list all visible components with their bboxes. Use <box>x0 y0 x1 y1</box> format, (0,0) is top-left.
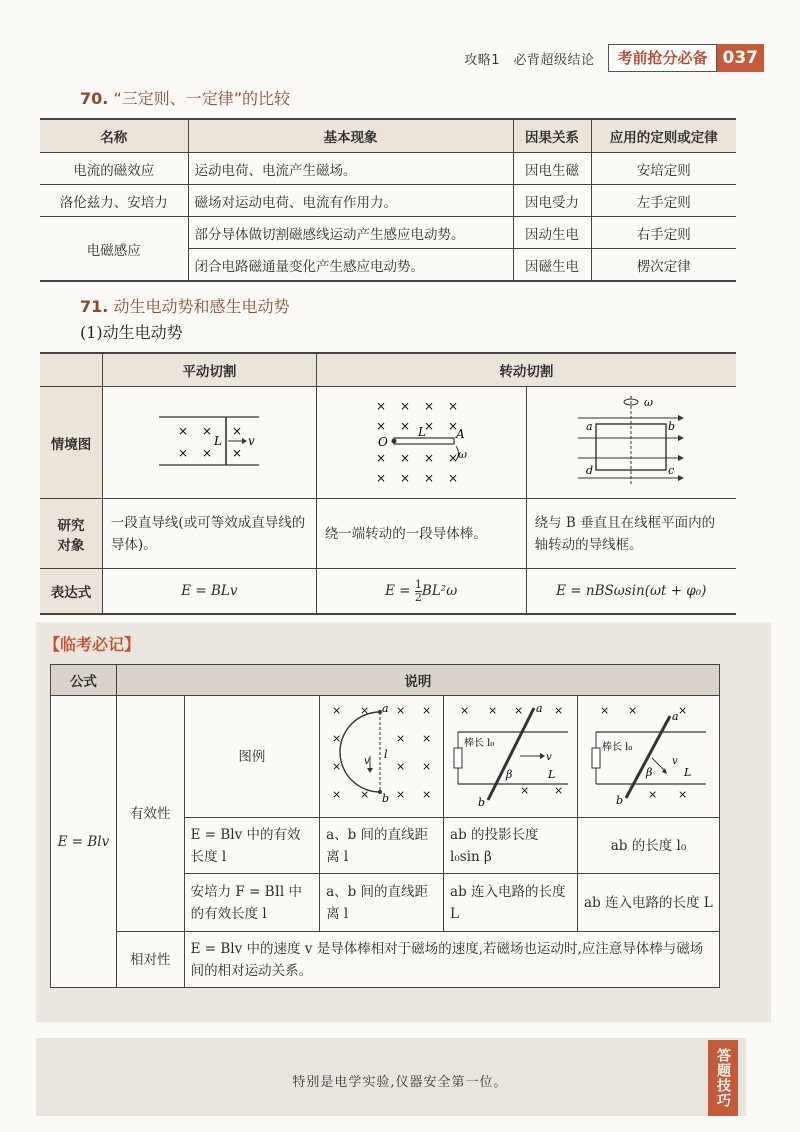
table-cell: a、b 间的直线距离 l <box>320 818 444 874</box>
label-omega: ω <box>644 395 654 409</box>
length-figure <box>586 698 712 808</box>
cross-mark: × <box>178 445 189 460</box>
cross-mark: × <box>448 450 459 465</box>
label-O: O <box>378 434 389 449</box>
label-L: L <box>418 424 427 439</box>
label-b: b <box>615 794 623 807</box>
row-label-line: 对象 <box>57 537 85 554</box>
row-label: 表达式 <box>40 569 102 615</box>
table-cell: 洛伦兹力、安培力 <box>40 185 188 217</box>
subsection-title: (1)动生电动势 <box>80 323 183 342</box>
header-cell: 说明 <box>116 665 719 696</box>
cross-mark: × <box>395 732 405 745</box>
header-box: 考前抢分必备 <box>608 44 716 72</box>
label-L: L <box>683 766 691 779</box>
table-cell: 电磁感应 <box>40 217 188 282</box>
arc-figure <box>326 698 438 808</box>
table-cell: 楞次定律 <box>591 249 736 282</box>
emf-table <box>40 352 736 615</box>
label-L: L <box>214 433 223 448</box>
table-cell: 因动生电 <box>513 217 591 249</box>
cross-mark: × <box>400 470 411 485</box>
table-cell: 部分导体做切割磁感线运动产生感应电动势。 <box>188 217 513 249</box>
cross-mark: × <box>421 760 431 773</box>
cross-mark: × <box>424 418 435 433</box>
page-header <box>464 44 764 72</box>
cross-mark: × <box>424 470 435 485</box>
fraction-numerator: 1 <box>414 577 422 591</box>
label-a: a <box>535 702 543 715</box>
formula-cell: E = Blv <box>51 696 117 988</box>
label-a: a <box>381 702 389 715</box>
label-d: d <box>586 463 594 477</box>
table-cell: 电流的磁效应 <box>40 153 188 185</box>
formula-prefix: E = <box>385 582 415 599</box>
relative-text: E = Blv 中的速度 v 是导体棒相对于磁场的速度,若磁场也运动时,应注意导体棒与磁场间的相对运动关系。 <box>184 932 719 988</box>
table-row <box>40 499 736 569</box>
header-cell: 因果关系 <box>513 119 591 153</box>
cross-mark: × <box>553 784 563 797</box>
table-cell: 安培力 F = BIl 中的有效长度 l <box>184 874 319 932</box>
table-cell: 安培定则 <box>591 153 736 185</box>
cross-mark: × <box>421 704 431 717</box>
header-cell: 转动切割 <box>316 353 736 387</box>
row-label: 情境图 <box>40 387 102 499</box>
table-cell: 闭合电路磁通量变化产生感应电动势。 <box>188 249 513 282</box>
recall-title: 【临考必记】 <box>44 635 141 654</box>
cross-mark: × <box>647 788 657 801</box>
figure-projection <box>444 696 578 818</box>
table-row <box>40 569 736 615</box>
cross-mark: × <box>553 704 563 717</box>
table-header-row <box>51 665 720 696</box>
cross-mark: × <box>395 704 405 717</box>
cross-mark: × <box>424 398 435 413</box>
table-cell: ab 连入电路的长度 L <box>444 874 578 932</box>
cross-mark: × <box>395 788 405 801</box>
label-v: v <box>363 756 370 767</box>
cross-mark: × <box>677 704 687 717</box>
cross-mark: × <box>627 704 637 717</box>
cross-mark: × <box>331 760 341 773</box>
label-v: v <box>671 756 678 767</box>
header-cell: 公式 <box>51 665 117 696</box>
cross-mark: × <box>376 450 387 465</box>
table-cell: 因电生磁 <box>513 153 591 185</box>
cross-mark: × <box>448 470 459 485</box>
cross-mark: × <box>178 423 189 438</box>
projection-figure <box>448 698 574 808</box>
cross-mark: × <box>400 398 411 413</box>
cross-mark: × <box>448 398 459 413</box>
footer-text: 特别是电学实验,仪器安全第一位。 <box>292 1075 508 1090</box>
rotating-frame-figure <box>576 394 686 488</box>
section-71-number: 71. <box>80 297 109 316</box>
figure-arc <box>320 696 444 818</box>
figure-rotate-rod <box>316 387 526 499</box>
header-cell: 名称 <box>40 119 188 153</box>
table-row <box>40 387 736 499</box>
header-guide: 攻略1 必背超级结论 <box>464 52 595 68</box>
table-cell: 因磁生电 <box>513 249 591 282</box>
figure-length <box>578 696 720 818</box>
label-v: v <box>545 752 552 763</box>
table-cell: ab 连入电路的长度 L <box>578 874 720 932</box>
cross-mark: × <box>424 450 435 465</box>
fraction-denominator: 2 <box>414 590 422 604</box>
cross-mark: × <box>376 418 387 433</box>
fraction <box>415 579 422 604</box>
cross-mark: × <box>331 732 341 745</box>
label-rod-length: 棒长 l₀ <box>463 738 494 749</box>
translate-figure <box>154 409 264 473</box>
object-cell: 绕一端转动的一段导体棒。 <box>316 499 526 569</box>
section-70-title: “三定则、一定律”的比较 <box>113 89 291 108</box>
legend-label: 图例 <box>184 696 319 818</box>
label-b: b <box>381 792 389 805</box>
header-cell-empty <box>40 353 102 387</box>
side-tab: 答题技巧 <box>708 1040 738 1116</box>
section-71-title: 动生电动势和感生电动势 <box>113 297 290 316</box>
label-b: b <box>477 796 485 808</box>
cross-mark: × <box>376 398 387 413</box>
cross-mark: × <box>232 445 243 460</box>
row-label <box>40 499 102 569</box>
label-l: l <box>383 748 388 761</box>
cross-mark: × <box>448 418 459 433</box>
formula-cell <box>316 569 526 615</box>
table-cell: ab 的长度 l₀ <box>578 818 720 874</box>
table-cell: 右手定则 <box>591 217 736 249</box>
label-b: b <box>668 419 676 433</box>
label-beta: β <box>505 768 512 781</box>
cross-mark: × <box>331 704 341 717</box>
table-cell: ab 的投影长度 l₀sin β <box>444 818 578 874</box>
cross-mark: × <box>359 704 369 717</box>
page-number: 037 <box>717 44 765 72</box>
table-cell: 运动电荷、电流产生磁场。 <box>188 153 513 185</box>
label-A: A <box>456 426 465 441</box>
formula-cell: E = nBSωsin(ωt + φ₀) <box>526 569 736 615</box>
cross-mark: × <box>331 788 341 801</box>
cross-mark: × <box>232 423 243 438</box>
label-rod-length: 棒长 l₀ <box>601 742 632 753</box>
label-a: a <box>671 710 679 723</box>
table-row <box>40 153 736 185</box>
cross-mark: × <box>519 784 529 797</box>
cross-mark: × <box>202 423 213 438</box>
cross-mark: × <box>459 704 469 717</box>
section-71-heading <box>80 294 289 317</box>
label-c: c <box>668 463 675 477</box>
cross-mark: × <box>487 704 497 717</box>
cross-mark: × <box>421 788 431 801</box>
label-beta: β <box>645 766 652 779</box>
table-row <box>51 932 720 988</box>
label-L: L <box>547 768 555 781</box>
cross-mark: × <box>202 445 213 460</box>
table-cell: 左手定则 <box>591 185 736 217</box>
table-header-row <box>40 353 736 387</box>
effective-label: 有效性 <box>116 696 184 932</box>
cross-mark: × <box>395 760 405 773</box>
table-cell: 因电受力 <box>513 185 591 217</box>
figure-translate <box>102 387 316 499</box>
cross-mark: × <box>400 450 411 465</box>
comparison-table <box>40 118 736 282</box>
cross-mark: × <box>677 788 687 801</box>
section-70-number: 70. <box>80 89 109 108</box>
cross-mark: × <box>376 470 387 485</box>
table-row <box>51 696 720 818</box>
label-v: v <box>248 433 256 448</box>
header-cell: 应用的定则或定律 <box>591 119 736 153</box>
table-cell: a、b 间的直线距离 l <box>320 874 444 932</box>
object-cell: 绕与 B 垂直且在线框平面内的轴转动的导线框。 <box>526 499 736 569</box>
row-label-line: 研究 <box>57 517 85 534</box>
cross-mark: × <box>599 704 609 717</box>
cross-mark: × <box>513 704 523 717</box>
header-cell: 平动切割 <box>102 353 316 387</box>
cross-mark: × <box>400 418 411 433</box>
formula-cell: E = BLv <box>102 569 316 615</box>
object-cell: 一段直导线(或可等效成直导线的导体)。 <box>102 499 316 569</box>
table-header-row <box>40 119 736 153</box>
table-cell: 磁场对运动电荷、电流有作用力。 <box>188 185 513 217</box>
section-70-heading <box>80 86 290 109</box>
figure-rotate-frame <box>526 387 736 499</box>
rotating-rod-figure <box>366 396 476 486</box>
table-cell: E = Blv 中的有效长度 l <box>184 818 319 874</box>
recall-table <box>50 664 720 988</box>
cross-mark: × <box>359 788 369 801</box>
header-cell: 基本现象 <box>188 119 513 153</box>
relative-label: 相对性 <box>116 932 184 988</box>
label-a: a <box>586 419 593 433</box>
formula-suffix: BL²ω <box>421 582 458 599</box>
table-row <box>40 185 736 217</box>
table-row <box>40 217 736 249</box>
cross-mark: × <box>421 732 431 745</box>
label-omega: ω <box>458 447 468 461</box>
